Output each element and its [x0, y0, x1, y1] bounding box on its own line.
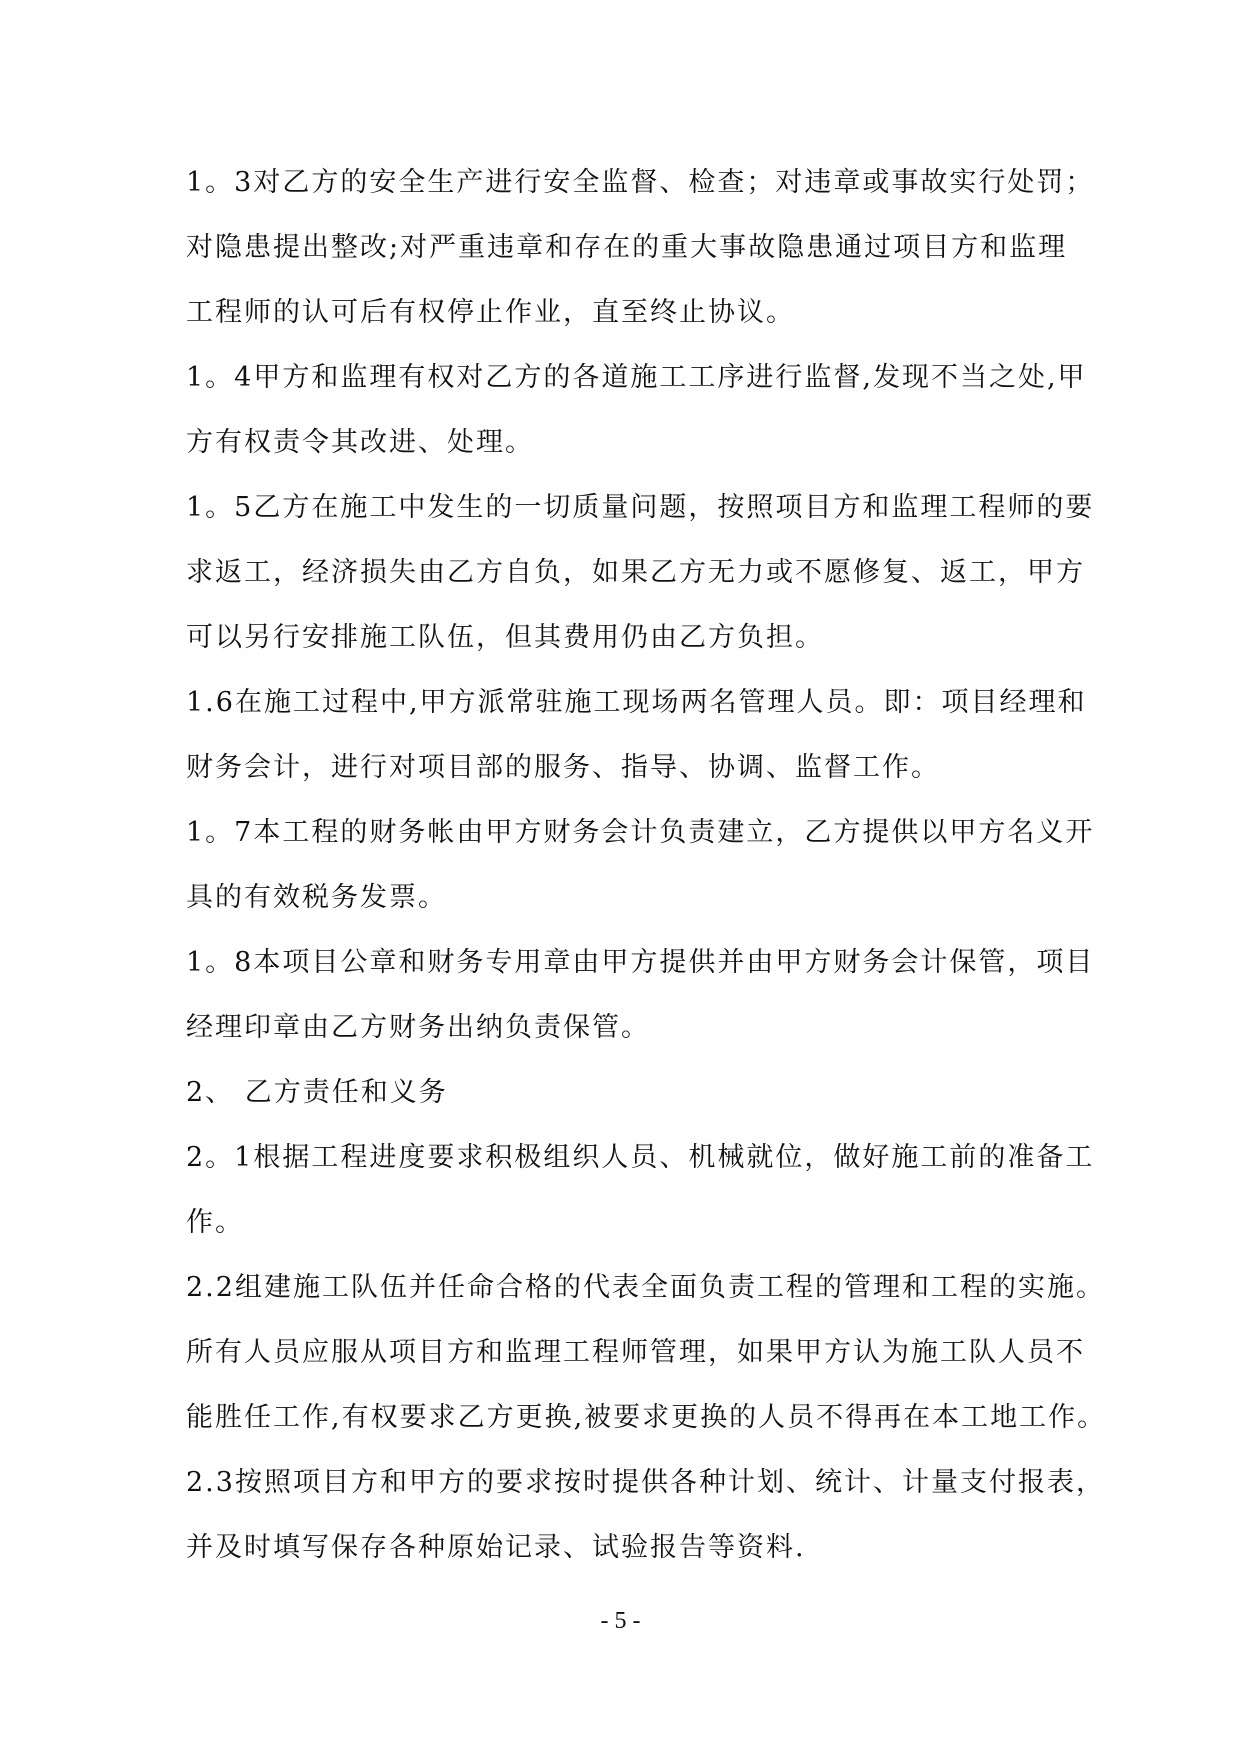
text-line: 具的有效税务发票。: [186, 882, 447, 913]
text-line: 对隐患提出整改;对严重违章和存在的重大事故隐患通过项目方和监理: [186, 232, 1068, 263]
text-line: 经理印章由乙方财务出纳负责保管。: [186, 1012, 650, 1043]
text-line: 并及时填写保存各种原始记录、试验报告等资料.: [186, 1532, 806, 1563]
text-line: 2。1根据工程进度要求积极组织人员、机械就位，做好施工前的准备工: [186, 1142, 1095, 1173]
page-number: - 5 -: [600, 1608, 641, 1634]
text-line: 1。5乙方在施工中发生的一切质量问题，按照项目方和监理工程师的要: [186, 492, 1095, 523]
text-line: 工程师的认可后有权停止作业，直至终止协议。: [186, 297, 795, 328]
text-line: 2.3按照项目方和甲方的要求按时提供各种计划、统计、计量支付报表，: [186, 1467, 1105, 1498]
text-line: 1。4甲方和监理有权对乙方的各道施工工序进行监督,发现不当之处,甲: [186, 362, 1087, 393]
text-line: 所有人员应服从项目方和监理工程师管理，如果甲方认为施工队人员不: [186, 1337, 1085, 1368]
text-line: 可以另行安排施工队伍，但其费用仍由乙方负担。: [186, 622, 824, 653]
text-line: 作。: [186, 1207, 244, 1238]
text-line: 1.6在施工过程中,甲方派常驻施工现场两名管理人员。即：项目经理和: [186, 687, 1087, 718]
text-line: 能胜任工作,有权要求乙方更换,被要求更换的人员不得再在本工地工作。: [186, 1402, 1107, 1433]
text-line: 方有权责令其改进、处理。: [186, 427, 534, 458]
section-heading: 2、 乙方责任和义务: [186, 1077, 448, 1108]
text-line: 1。7本工程的财务帐由甲方财务会计负责建立，乙方提供以甲方名义开: [186, 817, 1095, 848]
text-line: 1。3对乙方的安全生产进行安全监督、检查；对违章或事故实行处罚；: [186, 167, 1095, 198]
document-body: [186, 150, 1107, 1580]
text-line: 2.2组建施工队伍并任命合格的代表全面负责工程的管理和工程的实施。: [186, 1272, 1105, 1303]
text-line: 财务会计，进行对项目部的服务、指导、协调、监督工作。: [186, 752, 940, 783]
text-line: 1。8本项目公章和财务专用章由甲方提供并由甲方财务会计保管，项目: [186, 947, 1095, 978]
text-line: 求返工，经济损失由乙方自负，如果乙方无力或不愿修复、返工，甲方: [186, 557, 1085, 588]
